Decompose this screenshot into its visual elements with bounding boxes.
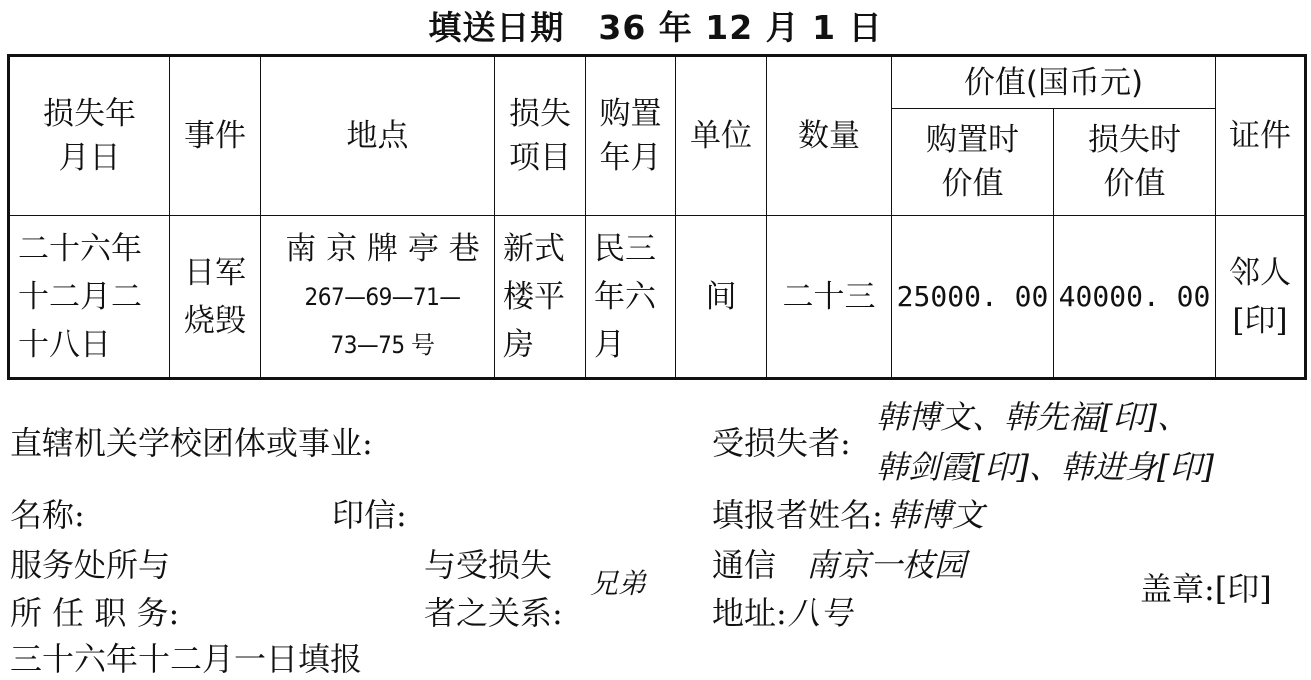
header-value-loss: 损失时 价值 — [1054, 109, 1216, 216]
relation-label-2: 者之关系: — [424, 594, 563, 632]
victim-label: 受损失者: — [712, 424, 851, 462]
header-place: 地点 — [261, 56, 495, 216]
address-value-1: 南京一枝园 — [806, 546, 967, 584]
form-title: 填送日期 36 年 12 月 1 日 — [428, 8, 883, 47]
victim-names-line1: 韩博文、韩先福[印]、 — [876, 398, 1189, 436]
header-value-purchase: 购置时 价值 — [892, 109, 1054, 216]
name-label: 名称: — [10, 496, 85, 534]
service-label-1: 服务处所与 — [10, 546, 171, 584]
relation-value: 兄弟 — [590, 567, 647, 600]
address-label-1: 通信 — [712, 546, 777, 584]
cell-event: 日军 烧毁 — [170, 216, 261, 379]
cell-value-purchase: 25000. 00 — [892, 216, 1054, 379]
stamp-label: 盖章:[印] — [1140, 570, 1272, 608]
org-label: 直辖机关学校团体或事业: — [10, 424, 373, 462]
header-loss-date: 损失年 月日 — [9, 56, 170, 216]
header-value-group: 价值(国币元) — [892, 56, 1216, 109]
reporter-label: 填报者姓名: — [712, 496, 883, 534]
cell-loss-item: 新式 楼平 房 — [495, 216, 586, 379]
victim-names-line2: 韩剑霞[印]、韩进身[印] — [876, 448, 1214, 486]
header-event: 事件 — [170, 56, 261, 216]
cell-purchase-date: 民三 年六 月 — [586, 216, 676, 379]
reporter-name: 韩博文 — [888, 496, 985, 534]
header-unit: 单位 — [676, 56, 767, 216]
cell-certificate: 邻人 [印] — [1216, 216, 1306, 379]
cell-quantity: 二十三 — [767, 216, 892, 379]
cell-place: 南 京 牌 亭 巷 267—69—71— 73—75 号 — [261, 216, 495, 379]
relation-label-1: 与受损失 — [424, 546, 553, 584]
cell-unit: 间 — [676, 216, 767, 379]
service-label-2: 所 任 职 务: — [10, 594, 180, 632]
address-value-2: 八号 — [788, 594, 853, 632]
cell-loss-date: 二十六年 十二月二 十八日 — [9, 216, 170, 379]
address-label-2: 地址: — [712, 594, 787, 632]
cell-value-loss: 40000. 00 — [1054, 216, 1216, 379]
header-certificate: 证件 — [1216, 56, 1306, 216]
loss-table — [7, 54, 1307, 380]
header-purchase-date: 购置 年月 — [586, 56, 676, 216]
seal-label: 印信: — [332, 496, 407, 534]
filled-date: 三十六年十二月一日填报 — [10, 640, 363, 678]
table-row — [9, 216, 1306, 379]
header-loss-item: 损失 项目 — [495, 56, 586, 216]
header-quantity: 数量 — [767, 56, 892, 216]
